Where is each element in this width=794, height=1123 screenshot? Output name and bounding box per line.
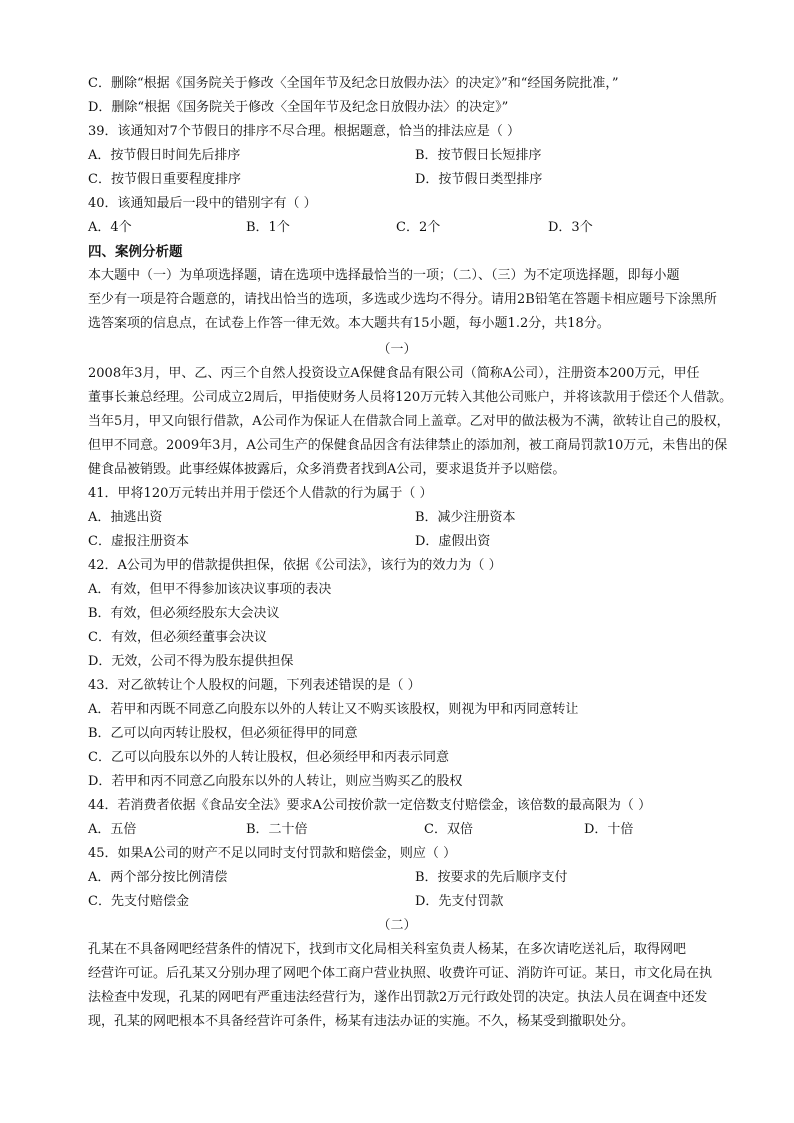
question-39: 39．该通知对7个节假日的排序不尽合理。根据题意，恰当的排法应是（ ）: [88, 124, 520, 139]
option-43-d: D．若甲和丙不同意乙向股东以外的人转让，则应当购买乙的股权: [88, 774, 463, 789]
instructions-line-1: 本大题中（一）为单项选择题，请在选项中选择最恰当的一项；（二）、（三）为不定项选择题，即每小题: [88, 268, 680, 283]
part-one-heading: （一）: [377, 342, 417, 357]
option-39-a: A．按节假日时间先后排序: [88, 148, 241, 163]
option-45-c: C．先支付赔偿金: [88, 894, 189, 909]
option-44-b: B．二十倍: [246, 822, 308, 837]
option-45-d: D．先支付罚款: [415, 894, 504, 909]
question-43: 43．对乙欲转让个人股权的问题，下列表述错误的是（ ）: [88, 678, 421, 693]
option-44-c: C．双倍: [424, 822, 473, 837]
option-40-a: A．4个: [88, 220, 132, 235]
option-43-b: B．乙可以向丙转让股权，但必须征得甲的同意: [88, 726, 358, 741]
option-41-c: C．虚报注册资本: [88, 534, 189, 549]
question-40: 40．该通知最后一段中的错别字有（ ）: [88, 196, 317, 211]
option-41-a: A．抽逃出资: [88, 510, 163, 525]
option-44-d: D．十倍: [584, 822, 634, 837]
case-two-line-4: 现，孔某的网吧根本不具备经营许可条件，杨某有违法办证的实施。不久，杨某受到撤职处分。: [88, 1014, 635, 1029]
option-41-d: D．虚假出资: [415, 534, 491, 549]
option-40-c: C．2个: [396, 220, 441, 235]
instructions-line-2: 至少有一项是符合题意的，请找出恰当的选项，多选或少选均不得分。请用2B铅笔在答题卡相应题号下涂黑所: [88, 292, 717, 307]
option-42-b: B．有效，但必须经股东大会决议: [88, 606, 280, 621]
option-44-a: A．五倍: [88, 822, 137, 837]
question-42: 42．A公司为甲的借款提供担保，依据《公司法》，该行为的效力为（ ）: [88, 558, 502, 573]
option-39-c: C．按节假日重要程度排序: [88, 172, 241, 187]
option-40-b: B．1个: [246, 220, 290, 235]
question-44: 44．若消费者依据《食品安全法》要求A公司按价款一定倍数支付赔偿金，该倍数的最高限为（ ）: [88, 798, 652, 813]
option-42-a: A．有效，但甲不得参加该决议事项的表决: [88, 582, 332, 597]
option-45-b: B．按要求的先后顺序支付: [415, 870, 568, 885]
option-39-d: D．按节假日类型排序: [415, 172, 543, 187]
option-40-d: D．3个: [548, 220, 593, 235]
case-one-line-4: 但甲不同意。2009年3月，A公司生产的保健食品因含有法律禁止的添加剂，被工商局罚款10万元，未售出的保: [88, 438, 728, 453]
case-two-line-3: 法检查中发现，孔某的网吧有严重违法经营行为，遂作出罚款2万元行政处罚的决定。执法人员在调查中还发: [88, 990, 708, 1005]
option-45-a: A．两个部分按比例清偿: [88, 870, 228, 885]
option-43-a: A．若甲和丙既不同意乙向股东以外的人转让又不购买该股权，则视为甲和丙同意转让: [88, 702, 579, 717]
option-42-c: C．有效，但必须经董事会决议: [88, 630, 267, 645]
instructions-line-3: 选答案项的信息点，在试卷上作答一律无效。本大题共有15小题，每小题1.2分，共18分。: [88, 316, 610, 331]
option-39-b: B．按节假日长短排序: [415, 148, 542, 163]
question-41: 41．甲将120万元转出并用于偿还个人借款的行为属于（ ）: [88, 486, 433, 501]
option-42-d: D．无效，公司不得为股东提供担保: [88, 654, 294, 669]
case-one-line-5: 健食品被销毁。此事经媒体披露后，众多消费者找到A公司，要求退货并予以赔偿。: [88, 462, 566, 477]
section-heading: 四、案例分析题: [88, 244, 183, 260]
option-41-b: B．减少注册资本: [415, 510, 516, 525]
case-one-line-2: 董事长兼总经理。公司成立2周后，甲指使财务人员将120万元转入其他公司账户，并将该款用于偿还个人借款。: [88, 390, 733, 405]
option-38-c: C．删除“根据《国务院关于修改〈全国年节及纪念日放假办法〉的决定》”和“经国务院批准，”: [88, 76, 619, 91]
case-two-line-2: 经营许可证。后孔某又分别办理了网吧个体工商户营业执照、收费许可证、消防许可证。某日，市文化局在执: [88, 966, 713, 981]
case-one-line-1: 2008年3月，甲、乙、丙三个自然人投资设立A保健食品有限公司（简称A公司），注册资本200万元，甲任: [88, 366, 700, 381]
case-one-line-3: 当年5月，甲又向银行借款，A公司作为保证人在借款合同上盖章。乙对甲的做法极为不满，欲转让自己的股权，: [88, 414, 730, 429]
case-two-line-1: 孔某在不具备网吧经营条件的情况下，找到市文化局相关科室负责人杨某，在多次请吃送礼后，取得网吧: [88, 942, 687, 957]
option-38-d: D．删除“根据《国务院关于修改〈全国年节及纪念日放假办法〉的决定》”: [88, 100, 509, 115]
option-43-c: C．乙可以向股东以外的人转让股权，但必须经甲和丙表示同意: [88, 750, 449, 765]
question-45: 45．如果A公司的财产不足以同时支付罚款和赔偿金，则应（ ）: [88, 846, 457, 861]
part-two-heading: （二）: [377, 918, 417, 933]
